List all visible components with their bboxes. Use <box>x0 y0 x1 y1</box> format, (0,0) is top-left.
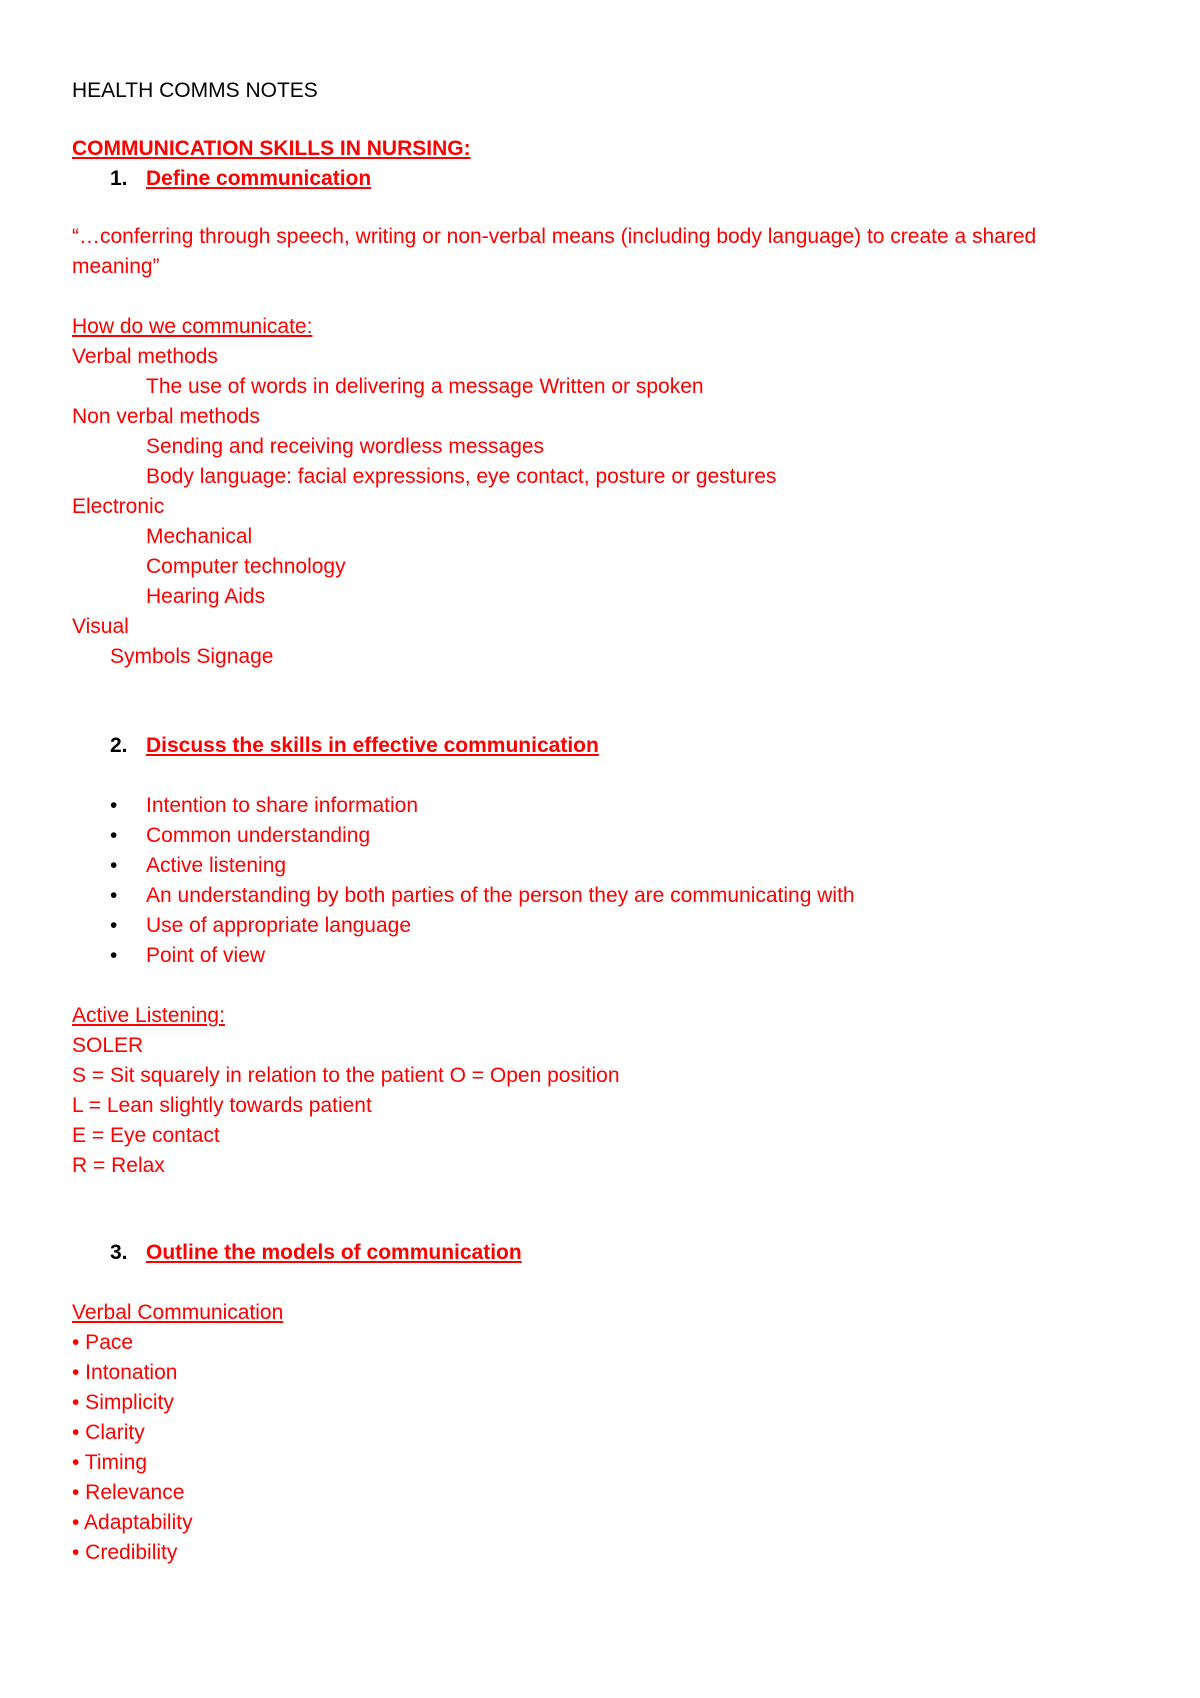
verbal-methods-item: The use of words in delivering a message Written or spoken <box>146 375 704 398</box>
soler-item: E = Eye contact <box>72 1124 220 1147</box>
quote-line-1: “…conferring through speech, writing or non-verbal means (including body language) to create a shared <box>72 225 1037 248</box>
section-1-number: 1. <box>110 167 128 190</box>
soler-item: S = Sit squarely in relation to the patient O = Open position <box>72 1064 620 1087</box>
visual-label: Visual <box>72 615 129 638</box>
section-2-number: 2. <box>110 734 128 757</box>
list-item: Use of appropriate language <box>146 914 412 937</box>
bullet-icon: • <box>110 884 118 907</box>
section-3-heading: Outline the models of communication <box>146 1241 522 1264</box>
list-item: • Adaptability <box>72 1511 193 1534</box>
how-do-we-communicate-heading: How do we communicate: <box>72 315 313 338</box>
list-item: • Pace <box>72 1331 134 1354</box>
list-item: • Timing <box>72 1451 148 1474</box>
visual-item: Symbols Signage <box>110 645 274 668</box>
bullet-icon: • <box>110 824 118 847</box>
verbal-communication-heading: Verbal Communication <box>72 1301 284 1324</box>
quote-line-2: meaning” <box>72 255 160 278</box>
electronic-item: Hearing Aids <box>146 585 266 608</box>
document-title: HEALTH COMMS NOTES <box>72 79 318 102</box>
bullet-icon: • <box>110 854 118 877</box>
list-item: Common understanding <box>146 824 371 847</box>
list-item: • Clarity <box>72 1421 145 1444</box>
bullet-icon: • <box>110 794 118 817</box>
list-item: • Credibility <box>72 1541 178 1564</box>
main-heading: COMMUNICATION SKILLS IN NURSING: <box>72 137 471 160</box>
section-3-number: 3. <box>110 1241 128 1264</box>
soler-item: R = Relax <box>72 1154 165 1177</box>
nonverbal-methods-label: Non verbal methods <box>72 405 260 428</box>
section-2-heading: Discuss the skills in effective communication <box>146 734 599 757</box>
list-item: • Intonation <box>72 1361 178 1384</box>
bullet-icon: • <box>110 914 118 937</box>
list-item: Active listening <box>146 854 287 877</box>
soler-item: L = Lean slightly towards patient <box>72 1094 372 1117</box>
electronic-label: Electronic <box>72 495 165 518</box>
list-item: • Relevance <box>72 1481 185 1504</box>
list-item: • Simplicity <box>72 1391 174 1414</box>
verbal-methods-label: Verbal methods <box>72 345 218 368</box>
nonverbal-item: Body language: facial expressions, eye contact, posture or gestures <box>146 465 777 488</box>
electronic-item: Computer technology <box>146 555 346 578</box>
nonverbal-item: Sending and receiving wordless messages <box>146 435 545 458</box>
list-item: Intention to share information <box>146 794 418 817</box>
soler-label: SOLER <box>72 1034 144 1057</box>
active-listening-heading: Active Listening: <box>72 1004 225 1027</box>
list-item: An understanding by both parties of the person they are communicating with <box>146 884 855 907</box>
electronic-item: Mechanical <box>146 525 253 548</box>
list-item: Point of view <box>146 944 266 967</box>
bullet-icon: • <box>110 944 118 967</box>
section-1-heading: Define communication <box>146 167 372 190</box>
